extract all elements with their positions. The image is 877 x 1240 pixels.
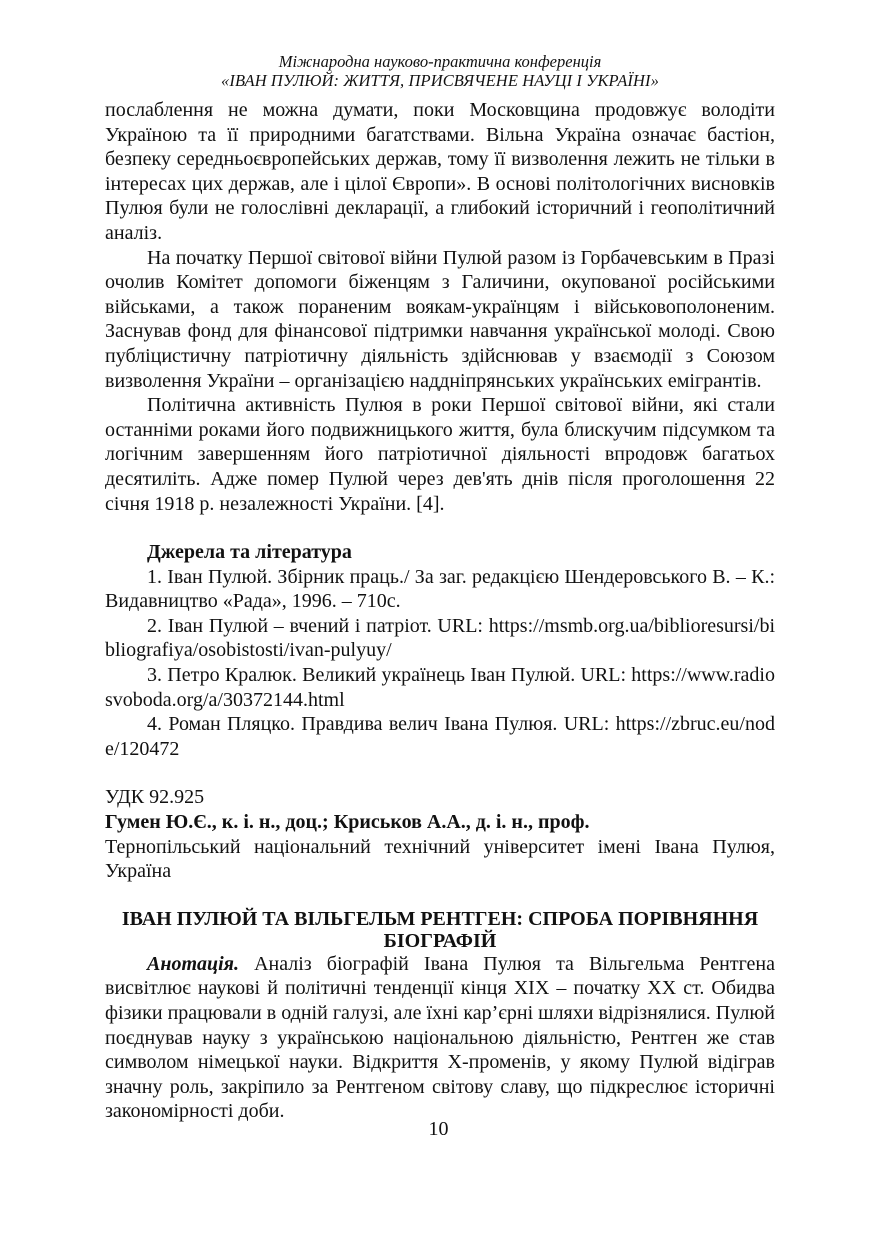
article-title: ІВАН ПУЛЮЙ ТА ВІЛЬГЕЛЬМ РЕНТГЕН: СПРОБА ПОРІВНЯННЯ БІОГРАФІЙ — [121, 907, 759, 952]
article-authors: Гумен Ю.Є., к. і. н., доц.; Криськов А.А., д. і. н., проф. — [105, 811, 590, 834]
reference-item-1: 1. Іван Пулюй. Збірник праць./ За заг. редакцією Шендеровського В. – К.: Видавництво «Рада», 1996. – 710с. — [105, 565, 775, 613]
author-affiliation: Тернопільський національний технічний університет імені Івана Пулюя, Україна — [105, 835, 775, 883]
abstract-text: Аналіз біографій Івана Пулюя та Вільгельма Рентгена висвітлює наукові й політичні тенденції кінця XIX – початку XX ст. Обидва фізики працювали в одній галузі, але їхні кар’єрні шляхи відрізнялися. Пулюй поєднував науку з українською національною діяльністю, Рентген же став символом німецької науки. Відкриття X-променів, у якому Пулюй відіграв значну роль, закріпило за Рентгеном світову славу, що підкреслює історичні закономірності доби. — [105, 952, 775, 1123]
body-paragraph-1: послаблення не можна думати, поки Московщина продовжує володіти Україною та її природними багатствами. Вільна Україна означає бастіон, безпеку середньоєвропейських держав, тому її визволення лежить не тільки в інтересах цих держав, але і цілої Європи». В основі політологічних висновків Пулюя були не голослівні декларації, а глибокий історичний і геополітичний аналіз. — [105, 99, 775, 244]
reference-item-3: 3. Петро Кралюк. Великий українець Іван Пулюй. URL: https://www.radiosvoboda.org/a/30372144.html — [105, 664, 775, 711]
running-header — [105, 52, 775, 90]
reference-item-2: 2. Іван Пулюй – вчений і патріот. URL: https://msmb.org.ua/biblioresursi/bibliografiya/osobistosti/ivan-pulyuy/ — [105, 614, 775, 662]
abstract-label: Анотація. — [147, 952, 239, 975]
page-number: 10 — [428, 1118, 449, 1140]
body-paragraph-2: На початку Першої світової війни Пулюй разом із Горбачевським в Празі очолив Комітет допомоги біженцям з Галичини, окупованої російськими військами, а також пораненим воякам-українцям і військовополоненим. Заснував фонд для фінансової підтримки навчання української молоді. Свою публіцистичну патріотичну діяльність здійснював у взаємодії з Союзом визволення України – організацією наддніпрянських українських емігрантів. — [105, 246, 775, 392]
body-paragraph-3: Політична активність Пулюя в роки Першої світової війни, які стали останніми роками його подвижницького життя, була блискучим підсумком та логічним завершенням його патріотичної діяльності впродовж багатьох десятиліть. Адже помер Пулюй через дев'ять днів після проголошення 22 січня 1918 р. незалежності України. [4]. — [105, 394, 775, 515]
reference-item-4: 4. Роман Пляцко. Правдива велич Івана Пулюя. URL: https://zbruc.eu/node/120472 — [105, 713, 775, 760]
udk-code: УДК 92.925 — [105, 786, 205, 809]
abstract-paragraph — [105, 952, 775, 1124]
document-page — [105, 52, 775, 1124]
conference-name: Міжнародна науково-практична конференція — [278, 52, 602, 71]
conference-title: «ІВАН ПУЛЮЙ: ЖИТТЯ, ПРИСВЯЧЕНЕ НАУЦІ І УКРАЇНІ» — [221, 71, 659, 90]
sources-heading: Джерела та література — [147, 541, 352, 564]
